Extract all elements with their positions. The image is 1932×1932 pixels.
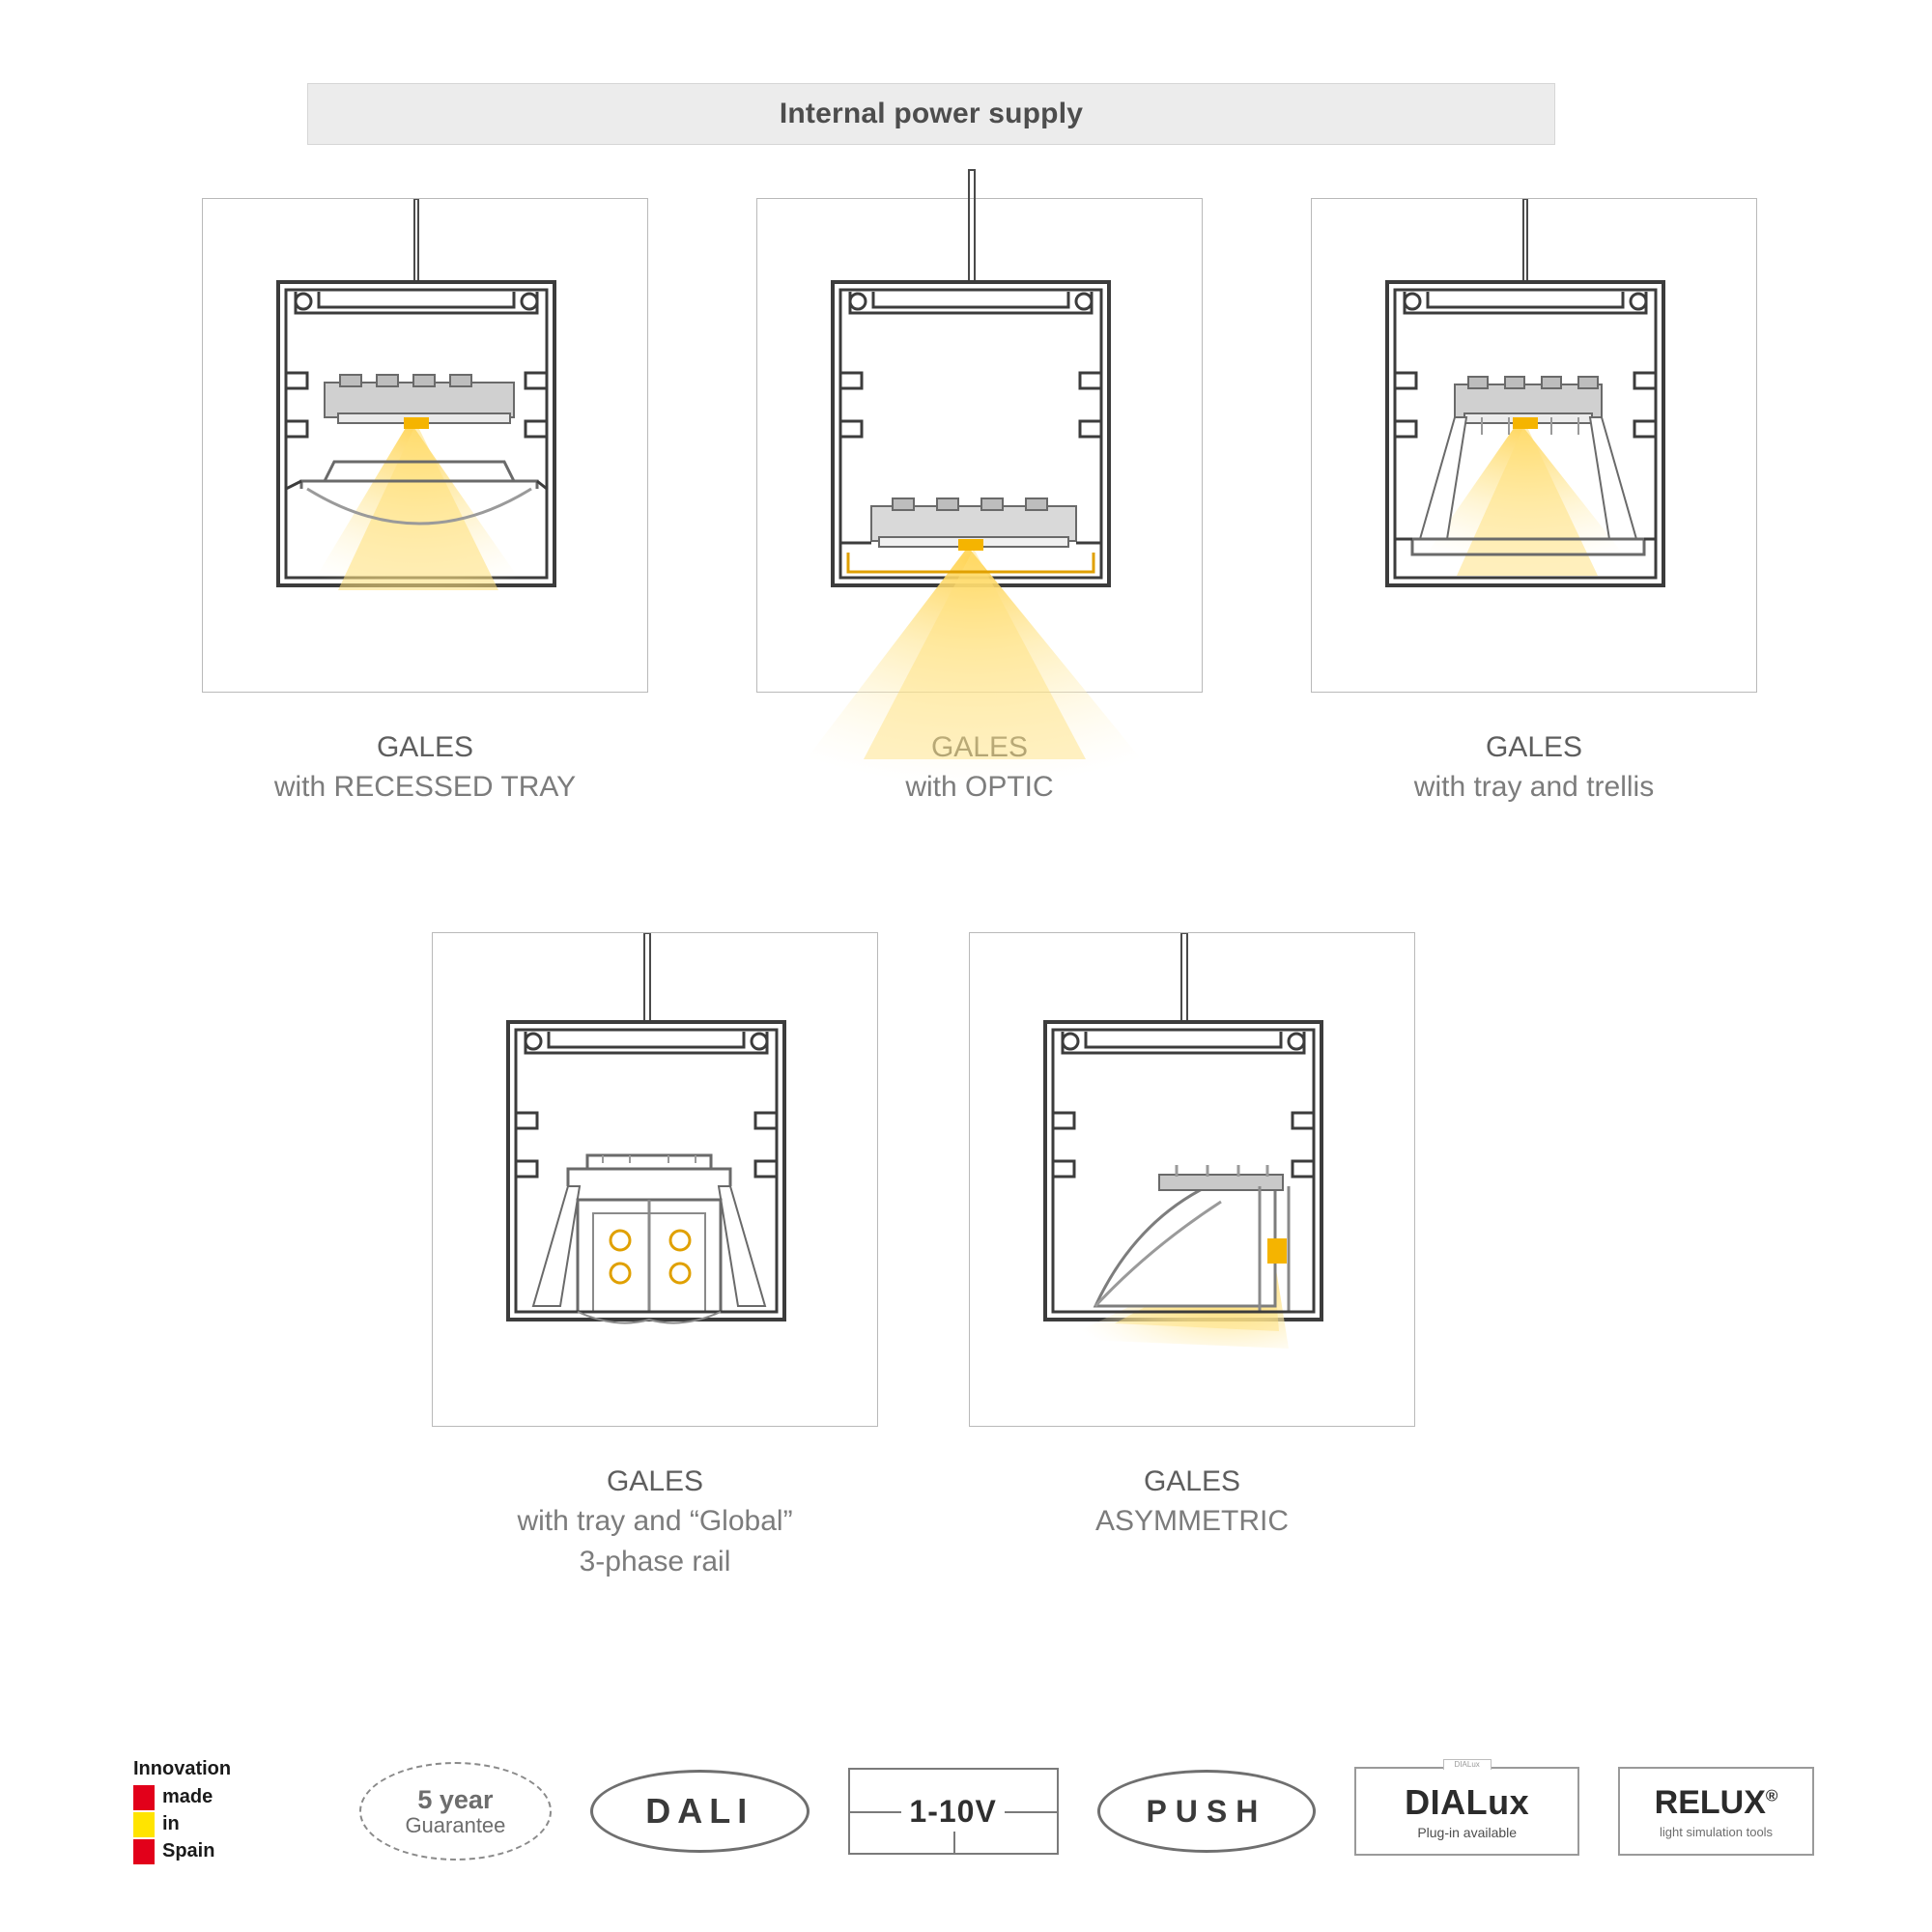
dali-badge xyxy=(590,1770,810,1853)
product-row-1 xyxy=(203,198,1748,808)
product-description-line-1: with tray and “Global” xyxy=(517,1505,793,1538)
product-description: with tray and trellis xyxy=(1413,771,1655,804)
product-row-2 xyxy=(433,932,1544,1581)
figure-recessed-tray xyxy=(202,198,648,693)
product-description-line-2: 3-phase rail xyxy=(579,1545,731,1577)
dialux-subtitle: Plug-in available xyxy=(1417,1825,1518,1840)
innovation-label-in: in xyxy=(162,1813,180,1834)
push-badge xyxy=(1097,1770,1317,1853)
luminaire-cross-section-tray-trellis-svg xyxy=(1312,199,1754,690)
innovation-title: Innovation xyxy=(133,1757,232,1779)
luminaire-cross-section-asymmetric-svg xyxy=(970,933,1412,1424)
page-title: Internal power supply xyxy=(779,98,1084,129)
figure-asymmetric xyxy=(969,932,1415,1427)
luminaire-cross-section-optic-svg xyxy=(757,199,1200,690)
dialux-label-b: ux xyxy=(1488,1782,1530,1822)
product-caption xyxy=(1095,1462,1289,1542)
figure-tray-trellis xyxy=(1311,198,1757,693)
dialux-badge-tab: DIALux xyxy=(1443,1759,1492,1770)
color-swatch-red-2 xyxy=(133,1839,155,1864)
product-name: GALES xyxy=(1485,731,1583,763)
innovation-label-spain: Spain xyxy=(162,1840,215,1861)
figure-optic xyxy=(756,198,1203,693)
dimming-label: 1-10V xyxy=(901,1792,1004,1832)
product-name: GALES xyxy=(376,731,474,763)
dali-label: DALI xyxy=(645,1791,754,1831)
product-card-tray-trellis xyxy=(1312,198,1756,808)
guarantee-label: Guarantee xyxy=(405,1812,506,1837)
innovation-label-made: made xyxy=(162,1786,213,1807)
figure-global-3phase-rail xyxy=(432,932,878,1427)
product-card-asymmetric xyxy=(970,932,1414,1581)
guarantee-years: 5 year xyxy=(417,1785,494,1815)
innovation-made-in-spain-logo xyxy=(133,1758,321,1865)
product-description: ASYMMETRIC xyxy=(1094,1505,1289,1538)
push-label: PUSH xyxy=(1146,1793,1267,1829)
relux-registered-mark: ® xyxy=(1765,1786,1778,1805)
relux-label-a: RE xyxy=(1654,1783,1700,1821)
product-name: GALES xyxy=(606,1465,704,1497)
relux-label-b: LUX xyxy=(1699,1783,1766,1821)
innovation-row-made xyxy=(133,1784,321,1811)
section-banner xyxy=(307,83,1555,145)
innovation-row-spain xyxy=(133,1838,321,1865)
product-caption xyxy=(1414,727,1654,808)
dialux-badge xyxy=(1354,1760,1579,1856)
product-card-optic xyxy=(757,198,1202,808)
product-card-recessed-tray xyxy=(203,198,647,808)
certification-logo-strip xyxy=(133,1739,1814,1884)
product-caption xyxy=(274,727,576,808)
luminaire-cross-section-recessed-tray-svg xyxy=(203,199,645,690)
dimming-1-10v-badge xyxy=(848,1768,1059,1855)
relux-badge xyxy=(1618,1767,1814,1856)
product-card-global-3phase-rail xyxy=(433,932,877,1581)
color-swatch-red xyxy=(133,1785,155,1810)
relux-subtitle: light simulation tools xyxy=(1660,1824,1774,1839)
product-description: with RECESSED TRAY xyxy=(273,771,577,804)
color-swatch-yellow xyxy=(133,1812,155,1837)
dialux-label-a: DIAL xyxy=(1405,1782,1489,1822)
innovation-row-in xyxy=(133,1811,321,1838)
guarantee-badge xyxy=(359,1762,552,1861)
product-caption xyxy=(517,1462,792,1581)
product-name: GALES xyxy=(1143,1465,1241,1497)
luminaire-cross-section-global-3phase-rail-svg xyxy=(433,933,875,1424)
